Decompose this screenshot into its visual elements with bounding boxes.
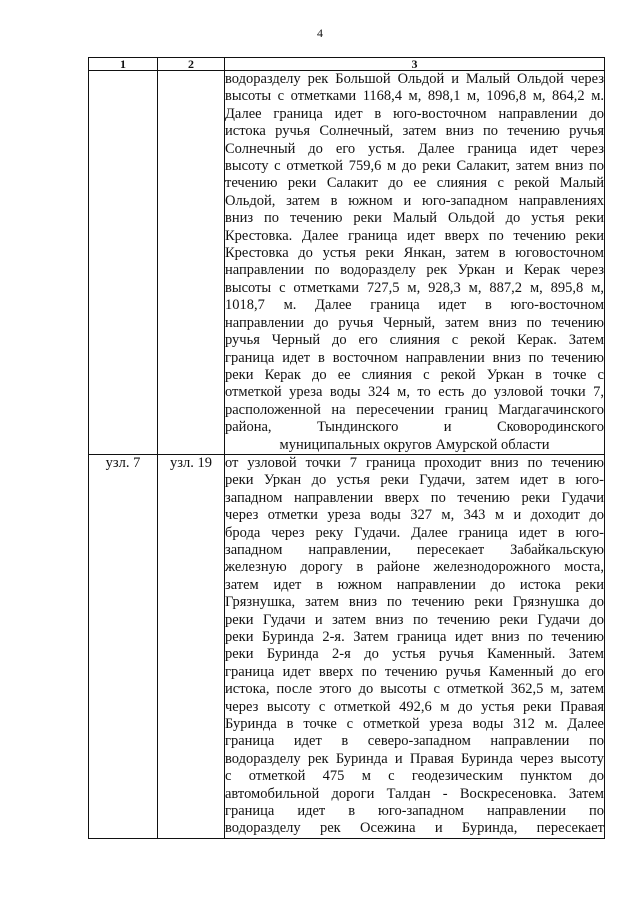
- text-line: водоразделу рек Большой Ольдой и Малый Ольдой через: [225, 71, 604, 87]
- text-line: муниципальных округов Амурской области: [279, 436, 550, 453]
- text-line: затем идет в южном направлении до истока реки: [225, 576, 604, 593]
- boundary-description-cell: [225, 71, 605, 455]
- end-node-cell: узл. 19: [158, 454, 225, 838]
- table-row: [89, 71, 605, 455]
- text-line: направлении до ручья Черный, затем вниз по течению: [225, 314, 604, 331]
- boundary-table: [88, 57, 605, 839]
- text-line: граница идет в юго-западном направлении по: [225, 803, 604, 820]
- end-node-cell: [158, 71, 225, 455]
- start-node-cell: [89, 71, 158, 455]
- text-line: западном направлении, пересекает Забайкальскую: [225, 541, 604, 558]
- text-line: брода через реку Гудачи. Далее граница идет в юго-: [225, 524, 604, 541]
- text-line: реки Гудачи и затем вниз по течению реки Гудачи до: [225, 611, 604, 628]
- text-line: Солнечный до его устья. Далее граница идет через: [225, 140, 604, 157]
- text-line: реки Уркан до устья реки Гудачи, затем идет в юго-: [225, 472, 604, 489]
- text-line: Далее граница идет в юго-восточном направлении до: [225, 105, 604, 122]
- text-line: расположенной на пересечении границ Магдагачинского: [225, 401, 604, 418]
- text-line: Буринда в точке с отметкой уреза воды 312 м. Далее: [225, 716, 604, 733]
- text-line: Ольдой, затем в южном и юго-западном направлениях: [225, 192, 604, 209]
- text-line: течению реки Салакит до ее слияния с рекой Малый: [225, 175, 604, 192]
- text-line: высоты с отметками 1168,4 м, 898,1 м, 1096,8 м, 864,2 м.: [225, 88, 604, 105]
- text-line: граница идет в восточном направлении вниз по течению: [225, 349, 604, 366]
- table-row: [89, 454, 605, 838]
- text-line: Грязнушка, затем вниз по течению реки Грязнушка до: [225, 594, 604, 611]
- text-line: ручья Черный до его слияния с рекой Керак. Затем: [225, 332, 604, 349]
- text-line: от узловой точки 7 граница проходит вниз по течению: [225, 454, 604, 471]
- text-line: водоразделу рек Буринда и Правая Буринда через высоту: [225, 750, 604, 767]
- text-line: реки Керак до ее слияния с рекой Уркан в точке с: [225, 366, 604, 383]
- text-line: водоразделу рек Осежина и Буринда, пересекает: [225, 820, 604, 837]
- text-line: через отметки уреза воды 327 м, 343 м и доходит до: [225, 507, 604, 524]
- text-line: истока ручья Солнечный, затем вниз по течению ручья: [225, 123, 604, 140]
- start-node-cell: узл. 7: [89, 454, 158, 838]
- text-line: высоты с отметками 727,5 м, 928,3 м, 887,2 м, 895,8 м,: [225, 279, 604, 296]
- text-line: района, Тындинского и Сковородинского: [225, 419, 604, 436]
- text-line: Крестовка до устья реки Янкан, затем в юговосточном: [225, 245, 604, 262]
- column-header-3: 3: [225, 58, 605, 71]
- boundary-description-cell: [225, 454, 605, 838]
- table-header-row: [89, 58, 605, 71]
- text-line: отметкой уреза воды 324 м, то есть до узловой точки 7,: [225, 384, 604, 401]
- text-line: автомобильной дороги Талдан - Воскресеновка. Затем: [225, 785, 604, 802]
- text-line: реки Буринда 2-я до устья ручья Каменный. Затем: [225, 646, 604, 663]
- text-line: железную дорогу в районе железнодорожного моста,: [225, 559, 604, 576]
- text-line: высоту с отметкой 759,6 м до реки Салакит, затем вниз по: [225, 158, 604, 175]
- text-line: с отметкой 475 м с геодезическим пунктом до: [225, 768, 604, 785]
- text-line: истока, после этого до высоты с отметкой 362,5 м, затем: [225, 681, 604, 698]
- text-line: вниз по течению реки Малый Ольдой до устья реки: [225, 210, 604, 227]
- page-number: 4: [317, 26, 323, 40]
- text-line: реки Буринда 2-я. Затем граница идет вниз по течению: [225, 629, 604, 645]
- text-line: направлении по водоразделу рек Уркан и Керак через: [225, 262, 604, 279]
- text-line: граница идет в северо-западном направлении по: [225, 733, 604, 750]
- text-line: Крестовка. Далее граница идет вверх по течению реки: [225, 227, 604, 244]
- text-line: западном направлении вверх по течению реки Гудачи: [225, 489, 604, 506]
- text-line: граница идет вверх по течению ручья Каменный до его: [225, 663, 604, 680]
- text-line: через высоту с отметкой 492,6 м до устья реки Правая: [225, 698, 604, 715]
- column-header-2: 2: [158, 58, 225, 71]
- text-line: 1018,7 м. Далее граница идет в юго-восточном: [225, 297, 604, 314]
- column-header-1: 1: [89, 58, 158, 71]
